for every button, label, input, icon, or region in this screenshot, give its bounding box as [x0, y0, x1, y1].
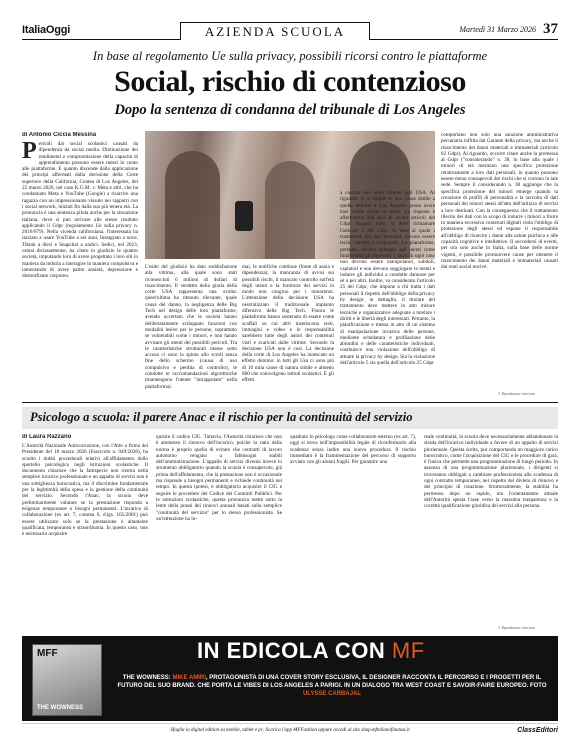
article1-text-3: mai, le notifiche continue (fonte di ansia e dipendenza), la mancanza di avvisi sui possibili rischi, il mancato controllo sull'età degli utenti e la fornitura dei servizi in modo non congruo per i minorenni. L'attenzione della decisione USA ha neutralizzato il tradizionale impianto difensivo delle Big Tech. Finora le piattaforme hanno sostenuto di essere come scaffali su cui altri inseriscono testi, immagini e video e le responsabilità sarebbero tutte degli autori dei contenuti visti e scaricati dalle vittime. Secondo la decisione USA non è così. La decisione della corte di Los Angeles ha innescato un effetto domino: in tutti gli Usa ci sono più di 10 mila cause di natura simile e almeno 800 che coinvolgono istituti scolastici. E gli effetti — [242, 264, 334, 384]
article1-column-1 — [22, 132, 138, 394]
article-separator — [22, 402, 558, 403]
article1-column-3 — [242, 264, 334, 396]
article2-text-3: quadrato lo psicologo come collaboratore esterno (ex art. 7), oggi si trova nell'impossibilità legale di riconfermarlo alla scadenza senza indire una nuova procedura. Il rischio immediato è la frammentazione del percorso di supporto avviato con gli alunni fragili. Per garantire una — [290, 434, 416, 466]
drop-cap: P — [22, 138, 37, 164]
article1-text-4: a cascata non sono limitati agli USA. Al riguardo, ci si chiede se una causa simile a quella definita a Los Angeles possa avere basi solide anche in Italia. La risposta è affermativa alla luce di alcuni articoli del Gdpr. Innanzi tutto, si deve richiamare l'articolo 5 del Gdpr, in base al quale i trattamenti dei dati personali devono essere leciti, corretti e trasparenti. Le piattaforme, pertanto, devono spiegare agli utenti come funzionano gli algoritmi, i quali in ogni caso non devono essere manipolatori, subdoli, captatori e non devono soggiogare le menti e indurre gli individui a condotte dannose per sé o per altri. Inoltre, va considerato l'articolo 25 del Gdpr, che impone a chi tratta i dati personali il rispetto dell'obbligo della privacy by design: in dettaglio, il titolare del trattamento deve mettere in atto misure tecniche e organizzative adeguate a tutelare i diritti e le libertà degli interessati. Pertanto, la pianificazione e messa in atto di un sistema di manipolazione invasiva delle persone, mediante schedatura e profilazione delle abitudini e delle caratteristiche individuali, costituisce una violazione dell'obbligo di attuare la privacy by design. Sia la violazione dell'articolo 5 sia quella dell'articolo 25 Gdpr — [340, 190, 435, 367]
ad-description: THE WOWNESS: MIKE AMIRI, PROTAGONISTA DI UNA COVER STORY ESCLUSIVA, IL DESIGNER RACCONTA IL PERCORSO E I PROGETTI PER IL FUTURO DEL SUO BRAND. CHE PORTA LE VIBES DI LOS ANGELES A PARIGI. IN UN DIALOGO TRA WEST COAST E SAVOIR-FAIRE EUROPEO. FOTO ULYSSE CARBAJAL — [117, 675, 547, 697]
article1-headline: Social, rischio di contenzioso — [114, 65, 466, 98]
section-label: AZIENDA SCUOLA — [180, 22, 370, 40]
magazine-cover-image — [32, 644, 102, 716]
advertisement-banner[interactable] — [22, 636, 558, 721]
magazine-subtitle: THE WOWNESS — [37, 705, 83, 711]
article2-byline: di Laura Razzano — [22, 434, 72, 440]
article1-subhead: Dopo la sentenza di condanna del tribunale di Los Angeles — [114, 102, 466, 118]
class-editori-logo: ClassEditori — [517, 727, 558, 734]
article2-column-3 — [290, 434, 416, 630]
article1-column-2 — [145, 264, 237, 396]
ad-footer — [22, 723, 558, 739]
article1-text-2: L'esito del giudizio ha dato soddisfazione alla vittima, alla quale sono stati riconosciuti 6 milioni di dollari di risarcimento. Il verdetto della giuria della corte USA rappresenta una svolta: quest'ultima ha ritenuto rilevante, quale causa del danno, la negligenza delle Big Tech nel design delle loro piattaforme, avendo accertato che le società hanno deliberatamente sviluppato funzioni con modalità lesive per le persone, soprattutto se vulnerabili come i minori, e non hanno avvisato gli utenti dei possibili pericoli. Tra le caratteristiche strutturali messe sotto accusa ci sono la spinta allo scroll senza fine dello schermo (causa di uso compulsivo e perdita di controllo), le condotte te raccomandazioni algoritmiche (mantengono l'utente "intrappolato" nella piattaforma). — [145, 264, 237, 390]
article2-text-1: L'Autorità Nazionale Anticorruzione, con l'Atto a firma del Presidente del 18 marzo 2026 (Fascicolo n. 949/2026), ha sciolto i dubbi procedurali relativi all'affidamento dello sportello psicologico negli istituzioni scolastiche. Il documento chiarisce che la fattispecie non rientra nella semplice incarico professionale e un appalto di servizi non è una sottigliezza burocratica, ma il discrimine fondamentale per la legittimità della spesa e la gestione della continuità del servizio. Secondo l'Anac, la scuola deve preliminarmente valutare se la prestazione risponda a esigenze temporanee o bisogni permanenti. L'incarico di collaborazione (ex art. 7, comma 6, d.lgs. 165/2001) può essere utilizzato solo se la prestazione è altamente qualificata, temporanea e straordinaria. In questo caso, non è necessario acquisire — [22, 443, 148, 538]
magazine-title: MFF — [37, 648, 58, 659]
article1-column-5 — [441, 132, 558, 390]
ad-footer-text: Sfoglia la digital edition su mobile, tablet e pc. Scarica l'app MFFashion oppure accedi al sito shop.mfmilanofinanza.it — [170, 728, 410, 733]
article2-headline: Psicologo a scuola: il parere Anac e il rischio per la continuità del servizio — [22, 407, 558, 429]
page-header — [22, 22, 558, 40]
masthead-logo: ItaliaOggi — [22, 24, 71, 36]
article2-column-4 — [424, 434, 558, 624]
smartphone-image — [235, 201, 253, 231]
article2-column-1 — [22, 434, 148, 630]
article1-byline: di Antonio Ciccia Messina — [22, 132, 97, 138]
article1-text-5: comportano non solo una sanzione amministrativa pecuniaria inflitta dal Garante della privacy, ma anche il risarcimento dei danni materiali e immateriali (articolo 82 Gdpr). Al riguardo, occorre citare anche la premessa al Gdpr ("considerando" n. 38, in base alla quale i minori di età meritano una specifica protezione relativamente a loro dati personali, in quanto possono essere meno consapevoli dei rischi che si corrono in tale sede. Sempre il considerando n. 38 aggiunge che la specifica protezione dei minori emerge quando la creazione di profili di personalità e la raccolta di dati personali dei minori stessi all'atto dell'utilizzo di servizi a loro destinati. Con la conseguenza che il trattamento illecito dei dati con lo scopo di indurre i minori a fruire in maniera eccessiva contenuti digitali viola l'obbligo di protezione degli stessi ed espone il responsabile all'obbligo di risarcire i danni alla salute psichica e alle capacità cognitive e intellettive. Il succedersi di eventi, per ora solo anche in Italia, sulla base delle norme vigenti, è possibile promuovere cause per ottenere il risarcimento dei danni materiali e immateriali causati dai reati social nocive. — [441, 132, 558, 271]
page-number: 37 — [543, 21, 558, 37]
article1-column-4 — [340, 190, 435, 396]
article1-text-1: ericoli dai social scolastici causati da dipendenza da social media. Diminuzione dei rendimenti e compromissione della capacità di apprendimento possono essere messi in conto alle piattaforme. E quanto discende dalla applicazione dei principi affermati dalla decisione della Corte superiore della California, Contea di Los Angeles, del 25 marzo 2026, nel caso K.G.M. v. Meta e altri, che ha condannato Meta e YouTube (Google) a risarcire una ragazza con un impressionante vissuto nei rapporti con i social network, iniziati fin dalla sua più tenera età. La pronuncia è una sentenza pilota anche per la situazione italiana, dove si può arrivare alle stesse risultato applicando il Gdpr (regolamento Ue sulla privacy n. 2016/679). Nella vicenda californiana, l'interessata ha iniziato a usare YouTube a sei anni, Instagram a nove, Tiktok a dieci e Snapchat a undici. Sedici, nel 2023, ormai diciassettenne, ha citato in giudizio le quattro società, imputando loro di avere progettato i loro siti in maniera da indurla a interagire in maniera compulsiva e lamentando di avere patito ansietà, depressione e dismorfismo corporeo. — [22, 141, 138, 280]
ad-headline: IN EDICOLA CON MF — [197, 638, 425, 663]
issue-date: Martedì 31 Marzo 2026 — [459, 25, 536, 34]
article2-credit: © Riproduzione riservata — [498, 626, 535, 630]
article2-text-4: reale continuità, la scuola deve necessariamente abbandonare la strada dell'incarico individuale a favore di un appalto di servizi pluriennale. Questa scelta, pur comportando un maggiore carico burocratico, come l'acquisizione del CIG e le procedure di gara, è l'unica che permette una programmazione di lungo periodo. In assenza di una programmazione pluriennale, i dirigenti si troveranno obbligati a cambiare professionista alla scadenza di ogni contratto temporaneo, nel rispetto del divieto di rinnovo e del principio di rotazione. Strutturalmente, la stabilità ha permesso dopo un rapido, ma l'orientamento attuale dell'Autorità spesta l'asse verso la massima trasparenza e la corretta qualificazione giuridica dei servizi alla persona. — [424, 434, 558, 510]
article1-credit: © Riproduzione riservata — [498, 392, 535, 396]
article1-kicker: In base al regolamento Ue sulla privacy, possibili ricorsi contro le piattaforme — [92, 49, 488, 63]
article2-text-2: quisire il codice CIG. Tuttavia, l'Autorità chiarisce che non è ammesso il rinnovo dell'incarico, poiché la ratio della norma è proprio quella di evitare che contratti di lavoro autonomo vengano a fabbisogni stabili dell'amministrazione. L'appalto di servizi diventa invece lo strumento obbligatorio quando la scuola è consapevole, già prima dell'affidamento, che la prestazione non è occasionale ma risponde a bisogni permanenti e richiede continuità nel tempo. In questa ipotesi, è obbligatorio acquisire il CIG e seguire le procedure del Codice dei Contratti Pubblici. Per le istituzioni scolastiche, questa pronuncia mette sotto la lente della prassi dei rinnovi annuali basati sulla semplice "continuità del servizio" per lo stesso professionista. Se un'istituzione ha in- — [156, 434, 282, 522]
mf-logo: MF — [391, 638, 425, 663]
article2-column-2 — [156, 434, 282, 630]
